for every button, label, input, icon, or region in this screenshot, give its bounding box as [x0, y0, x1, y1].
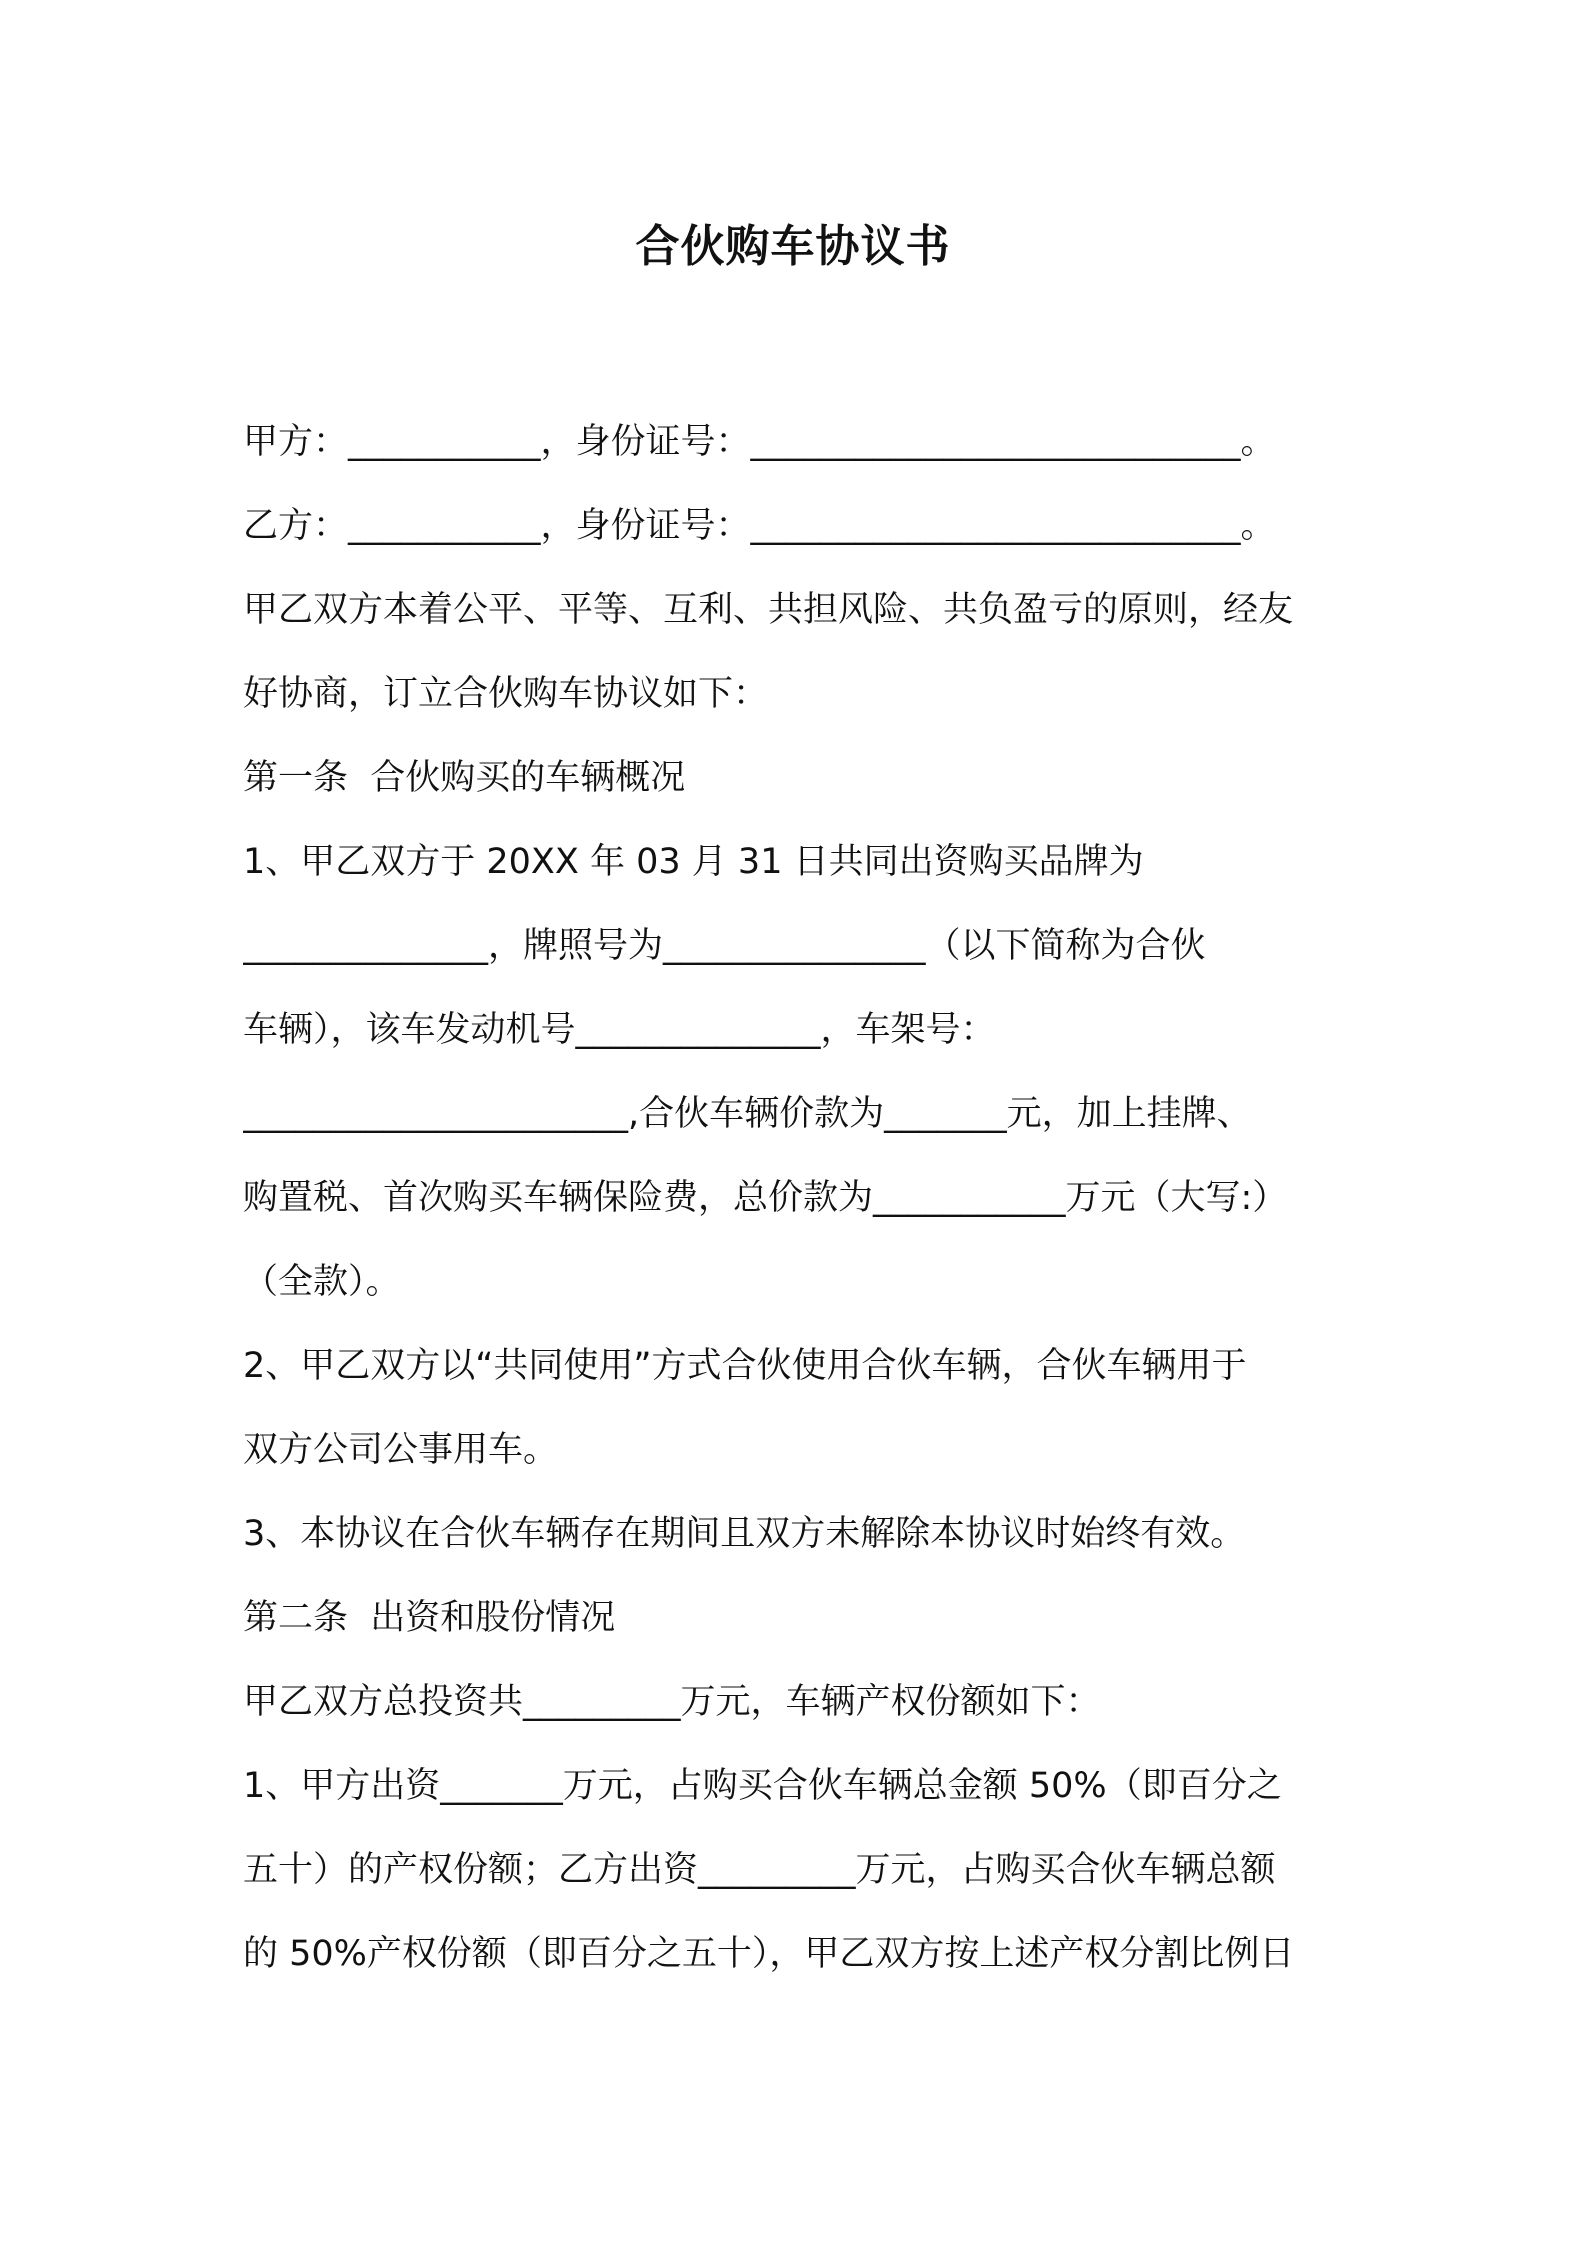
- paragraph-line: 3、本协议在合伙车辆存在期间且双方未解除本协议时始终有效。: [243, 1514, 1246, 1554]
- paragraph-line: （全款）。: [243, 1262, 401, 1302]
- paragraph-line: 五十）的产权份额；乙方出资_________万元，占购买合伙车辆总额: [243, 1850, 1276, 1890]
- document-body: [243, 400, 1363, 1996]
- paragraph-line: 购置税、首次购买车辆保险费，总价款为___________万元（大写:）: [243, 1178, 1288, 1218]
- party-b-line: 乙方：___________，身份证号：____________________________。: [243, 506, 1276, 546]
- paragraph-line: 的 50%产权份额（即百分之五十），甲乙双方按上述产权分割比例日: [243, 1934, 1295, 1974]
- paragraph-line: 2、甲乙双方以“共同使用”方式合伙使用合伙车辆，合伙车辆用于: [243, 1346, 1247, 1386]
- paragraph-line: ______________，牌照号为_______________（以下简称为合伙: [243, 926, 1206, 966]
- preamble-line: 好协商，订立合伙购车协议如下：: [243, 674, 769, 714]
- document-title: 合伙购车协议书: [635, 221, 951, 272]
- paragraph-line: 车辆），该车发动机号______________，车架号：: [243, 1010, 996, 1050]
- paragraph-line: 1、甲方出资_______万元，占购买合伙车辆总金额 50%（即百分之: [243, 1766, 1282, 1806]
- paragraph-line: 1、甲乙双方于 20XX 年 03 月 31 日共同出资购买品牌为: [243, 842, 1144, 882]
- paragraph-line: 甲乙双方总投资共_________万元，车辆产权份额如下：: [243, 1682, 1101, 1722]
- party-a-line: 甲方：___________，身份证号：____________________________。: [243, 422, 1276, 462]
- article-heading: 第一条 合伙购买的车辆概况: [243, 758, 686, 798]
- preamble-line: 甲乙双方本着公平、平等、互利、共担风险、共负盈亏的原则，经友: [243, 590, 1294, 630]
- paragraph-line: ______________________,合伙车辆价款为_______元，加上挂牌、: [243, 1094, 1252, 1134]
- article-heading: 第二条 出资和股份情况: [243, 1598, 616, 1638]
- paragraph-line: 双方公司公事用车。: [243, 1430, 559, 1470]
